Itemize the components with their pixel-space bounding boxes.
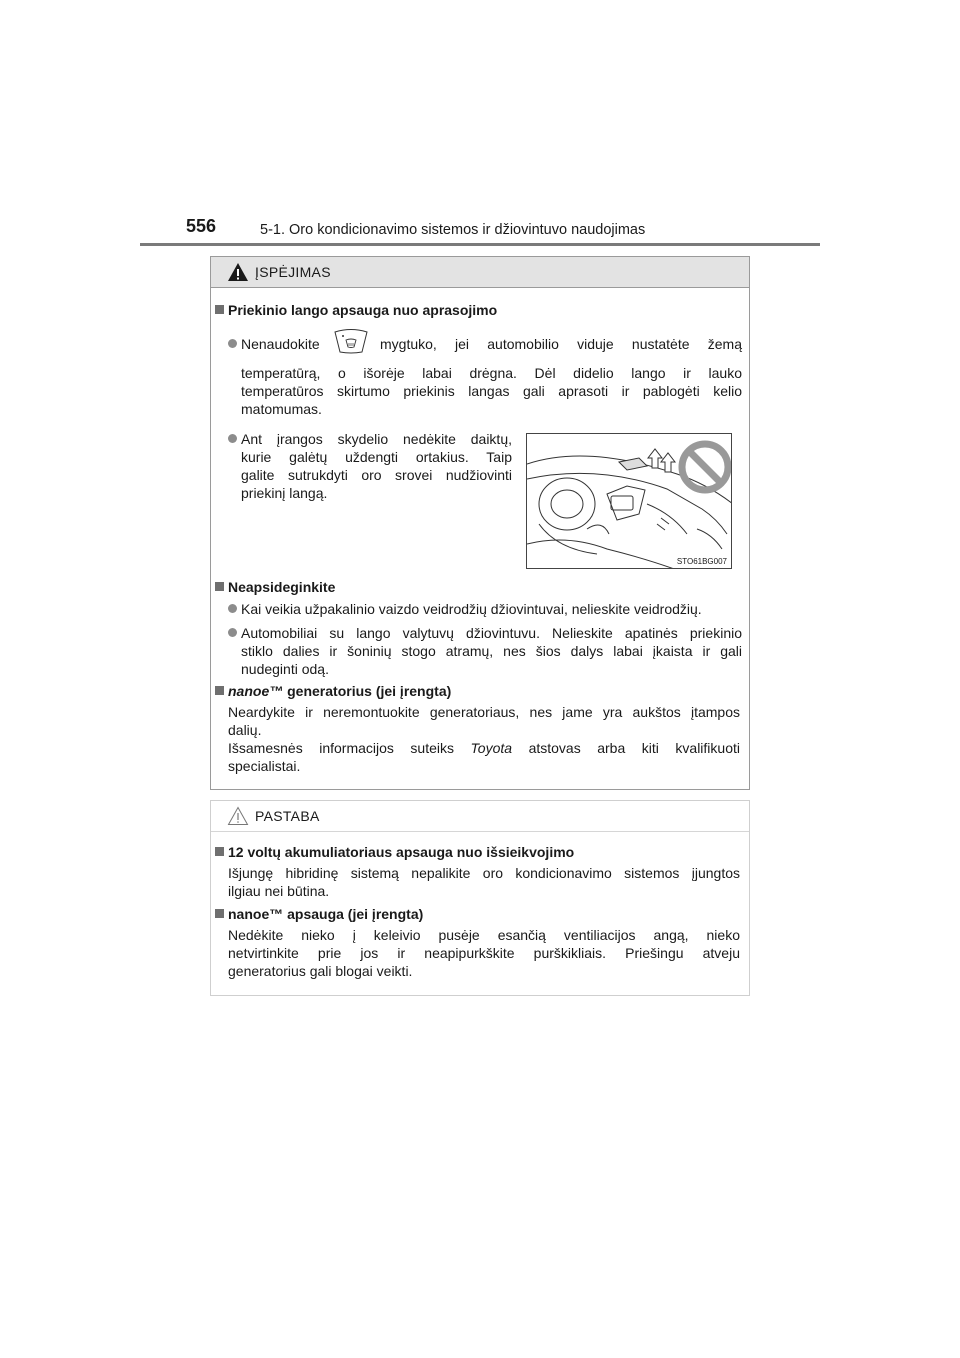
note-s2-line-2: netvirtinkite prie jos ir neapipurkškite purškikliais. Priešingu atveju bbox=[228, 945, 740, 961]
square-bullet-icon bbox=[215, 305, 224, 314]
square-bullet-icon bbox=[215, 686, 224, 695]
bullet-1-line-3: temperatūros skirtumo priekinis langas gali aprasoti ir pablogėti kelio bbox=[241, 383, 742, 399]
brand-name: Toyota bbox=[470, 740, 513, 756]
dashboard-illustration bbox=[526, 433, 732, 569]
round-bullet-icon bbox=[228, 604, 237, 613]
para-line-1: Neardykite ir neremontuokite generatoriaus, nes jame yra aukštos įtampos bbox=[228, 704, 740, 720]
warning-section-2-title: Neapsideginkite bbox=[215, 578, 335, 596]
bullet-2-line-4: priekinį langą. bbox=[241, 485, 328, 501]
para-line-3: Išsamesnės informacijos suteiks Toyota atstovas arba kiti kvalifikuoti bbox=[228, 740, 740, 756]
bullet-4-line-1: Automobiliai su lango valytuvų džiovintuvu. Nelieskite apatinės priekinio bbox=[241, 625, 742, 641]
warning-section-1-title: Priekinio lango apsauga nuo aprasojimo bbox=[215, 301, 497, 319]
bullet-1-start: Nenaudokite bbox=[241, 336, 320, 352]
note-section-1-title: 12 voltų akumuliatoriaus apsauga nuo išsieikvojimo bbox=[215, 843, 574, 861]
round-bullet-icon bbox=[228, 628, 237, 637]
note-s1-line-2: ilgiau nei būtina. bbox=[228, 883, 330, 899]
warning-triangle-icon bbox=[227, 262, 249, 282]
bullet-3: Kai veikia užpakalinio vaizdo veidrodžių džiovintuvai, nelieskite veidrodžių. bbox=[241, 601, 702, 617]
caution-triangle-outline-icon bbox=[227, 806, 249, 826]
bullet-2-line-2: kurie galėtų uždengti ortakius. Taip bbox=[241, 449, 512, 465]
image-code: STO61BG007 bbox=[676, 557, 727, 566]
round-bullet-icon bbox=[228, 339, 237, 348]
section-title: 5-1. Oro kondicionavimo sistemos ir džiovintuvo naudojimas bbox=[260, 222, 646, 238]
para-line-2: dalių. bbox=[228, 722, 262, 738]
bullet-1-line-4: matomumas. bbox=[241, 401, 322, 417]
warning-section-3-title: nanoe™ generatorius (jei įrengta) bbox=[215, 682, 451, 700]
para-line-4: specialistai. bbox=[228, 758, 301, 774]
square-bullet-icon bbox=[215, 582, 224, 591]
note-s1-line-1: Išjungę hibridinę sistemą nepalikite oro kondicionavimo sistemos įjungtos bbox=[228, 865, 740, 881]
windshield-defogger-icon bbox=[332, 328, 370, 354]
bullet-1-line-2: temperatūrą, o išorėje labai drėgna. Dėl didelio lango ir lauko bbox=[241, 365, 742, 381]
square-bullet-icon bbox=[215, 847, 224, 856]
note-s2-line-3: generatorius gali blogai veikti. bbox=[228, 963, 413, 979]
header-divider bbox=[140, 243, 820, 246]
bullet-4-line-2: stiklo dalies ir šoninių stogo atramų, nes šios dalys labai įkaista ir gali bbox=[241, 643, 742, 659]
note-s2-line-1: Nedėkite nieko į keleivio pusėje esančią ventiliacijos angą, nieko bbox=[228, 927, 740, 943]
bullet-2-line-3: galite sutrukdyti oro srovei nudžiovinti bbox=[241, 467, 512, 483]
page-number: 556 bbox=[186, 216, 217, 236]
bullet-2-line-1: Ant įrangos skydelio nedėkite daiktų, bbox=[241, 431, 512, 447]
warning-header bbox=[211, 257, 749, 288]
warning-label: ĮSPĖJIMAS bbox=[255, 264, 331, 280]
note-section-2-title: nanoe™ apsauga (jei įrengta) bbox=[215, 905, 423, 923]
note-header bbox=[211, 801, 749, 832]
prohibition-icon bbox=[682, 444, 728, 490]
note-label: PASTABA bbox=[255, 808, 320, 824]
round-bullet-icon bbox=[228, 434, 237, 443]
dashboard-drawing bbox=[527, 434, 732, 569]
square-bullet-icon bbox=[215, 909, 224, 918]
bullet-1-end: mygtuko, jei automobilio viduje nustatėte žemą bbox=[380, 336, 742, 352]
bullet-4-line-3: nudeginti odą. bbox=[241, 661, 329, 677]
